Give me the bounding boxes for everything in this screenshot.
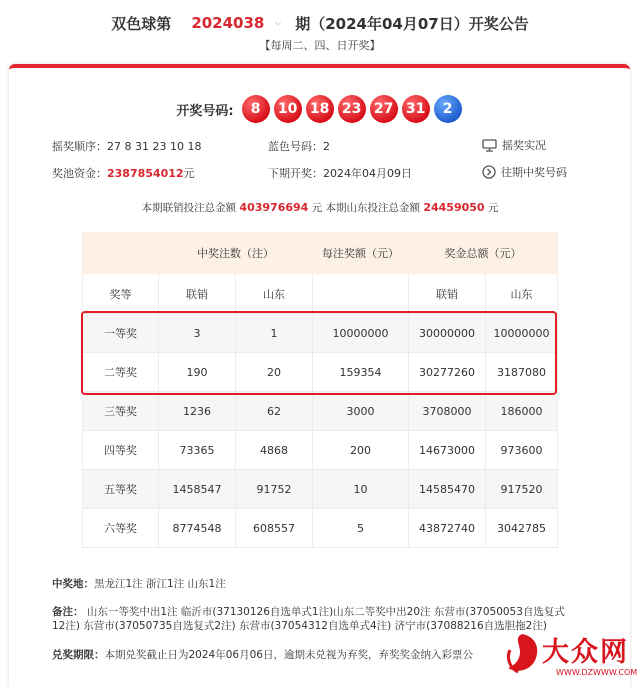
- draw-order-label: 摇奖顺序：: [52, 140, 107, 153]
- blue-number-value: 2: [323, 140, 330, 153]
- header-blank: [83, 233, 159, 274]
- video-link-label[interactable]: 摇奖实况: [502, 139, 546, 152]
- blue-number: [268, 138, 330, 154]
- game-name: 双色球第: [111, 14, 172, 33]
- shandong-count: 20: [236, 353, 313, 392]
- dazhong-watermark: [500, 630, 638, 682]
- per-prize: 5: [313, 509, 409, 548]
- shandong-total: 3187080: [486, 353, 558, 392]
- deadline-label: 兑奖期限：: [52, 649, 105, 661]
- table-row: [83, 509, 558, 548]
- prize-pool-value: 2387854012: [107, 167, 184, 180]
- draw-schedule: 【每周二、四、日开奖】: [259, 39, 381, 52]
- shandong-count: 608557: [236, 509, 313, 548]
- header-total: 奖金总额（元）: [409, 233, 558, 274]
- sales-summary: [0, 200, 640, 215]
- header-level: 奖等: [83, 274, 159, 314]
- summary-suffix: 元: [487, 202, 499, 214]
- table-row: [83, 392, 558, 431]
- remarks-label: 备注：: [52, 606, 84, 618]
- prize-level: 四等奖: [83, 431, 159, 470]
- prize-level: 五等奖: [83, 470, 159, 509]
- prize-pool: [52, 165, 195, 181]
- watermark-url: WWW.DZWWW.COM: [556, 668, 638, 677]
- prize-level: 六等奖: [83, 509, 159, 548]
- table-subheader-row: [83, 274, 558, 314]
- header-total-shandong: 山东: [486, 274, 558, 314]
- table-row: [83, 470, 558, 509]
- winners-value: 黑龙江1注 浙江1注 山东1注: [94, 578, 226, 590]
- lianxiao-total: 30277260: [409, 353, 486, 392]
- header-lianxiao: 联销: [159, 274, 236, 314]
- monitor-icon: [482, 139, 497, 152]
- blue-number-label: 蓝色号码：: [268, 140, 323, 153]
- red-ball: 27: [370, 95, 398, 123]
- shandong-total: 186000: [486, 392, 558, 431]
- issue-selector[interactable]: 2024038: [191, 14, 265, 32]
- shandong-total: 3042785: [486, 509, 558, 548]
- shandong-count: 1: [236, 314, 313, 353]
- lianxiao-total: 14585470: [409, 470, 486, 509]
- per-prize: 200: [313, 431, 409, 470]
- red-ball: 31: [402, 95, 430, 123]
- shandong-total: 10000000: [486, 314, 558, 353]
- next-draw-value: 2024年04月09日: [323, 167, 412, 180]
- lianxiao-total: 30000000: [409, 314, 486, 353]
- prize-level: 一等奖: [83, 314, 159, 353]
- history-link-label[interactable]: 往期中奖号码: [501, 166, 567, 179]
- red-ball: 10: [274, 95, 302, 123]
- dazhong-logo-icon: [500, 630, 544, 678]
- remarks: [52, 605, 612, 633]
- red-ball: 23: [338, 95, 366, 123]
- draw-order-value: 27 8 31 23 10 18: [107, 140, 202, 153]
- summary-prefix: 本期联销投注总金额: [141, 202, 237, 214]
- lianxiao-count: 3: [159, 314, 236, 353]
- deadline-value: 本期兑奖截止日为2024年06月06日，逾期未兑视为弃奖，弃奖奖金纳入彩票公: [104, 649, 473, 661]
- shandong-sales: 24459050: [423, 201, 485, 214]
- winning-numbers: [0, 92, 640, 126]
- per-prize: 159354: [313, 353, 409, 392]
- blue-ball: 2: [434, 95, 462, 123]
- winners-location: [52, 577, 226, 591]
- header-count: 中奖注数（注）: [159, 233, 313, 274]
- prize-level: 二等奖: [83, 353, 159, 392]
- prize-pool-label: 奖池资金：: [52, 167, 107, 180]
- per-prize: 10000000: [313, 314, 409, 353]
- shandong-count: 4868: [236, 431, 313, 470]
- next-draw-label: 下期开奖：: [268, 167, 323, 180]
- header-total-lianxiao: 联销: [409, 274, 486, 314]
- winners-label: 中奖地：: [52, 578, 94, 590]
- lianxiao-count: 73365: [159, 431, 236, 470]
- lianxiao-count: 190: [159, 353, 236, 392]
- shandong-total: 917520: [486, 470, 558, 509]
- remarks-line-1: 山东一等奖中出1注 临沂市(37130126自选单式1注)山东二等奖中出20注 东营市(37050053自选复式: [86, 606, 565, 618]
- red-ball: 8: [242, 95, 270, 123]
- header-per-blank: [313, 274, 409, 314]
- per-prize: 10: [313, 470, 409, 509]
- prize-pool-unit: 元: [183, 167, 195, 180]
- history-link[interactable]: [482, 164, 567, 180]
- redemption-deadline: [52, 648, 473, 662]
- lianxiao-total: 3708000: [409, 392, 486, 431]
- watermark-text: 大众网: [542, 637, 629, 668]
- lianxiao-total: 43872740: [409, 509, 486, 548]
- prize-level: 三等奖: [83, 392, 159, 431]
- arrow-circle-icon: [482, 165, 496, 179]
- shandong-total: 973600: [486, 431, 558, 470]
- total-sales: 403976694: [239, 201, 309, 214]
- per-prize: 3000: [313, 392, 409, 431]
- header-shandong: 山东: [236, 274, 313, 314]
- lianxiao-count: 1458547: [159, 470, 236, 509]
- header-per: 每注奖额（元）: [313, 233, 409, 274]
- table-row: [83, 431, 558, 470]
- shandong-count: 91752: [236, 470, 313, 509]
- draw-order: [52, 138, 201, 154]
- red-ball: 18: [306, 95, 334, 123]
- chevron-down-icon[interactable]: ⌵: [274, 18, 282, 28]
- lianxiao-total: 14673000: [409, 431, 486, 470]
- winning-numbers-label: 开奖号码:: [176, 103, 234, 119]
- next-draw: [268, 165, 412, 181]
- lianxiao-count: 1236: [159, 392, 236, 431]
- remarks-line-2: 12注) 东营市(37050735自选复式2注) 东营市(37054312自选单式4注) 济宁市(37088216自选胆拖2注): [52, 620, 547, 632]
- lianxiao-count: 8774548: [159, 509, 236, 548]
- page-title: [0, 8, 640, 38]
- table-header-row: [83, 233, 558, 274]
- summary-mid: 元 本期山东投注总金额: [311, 202, 420, 214]
- highlight-box: [81, 311, 557, 395]
- video-link[interactable]: [482, 137, 546, 153]
- title-suffix: 期（2024年04月07日）开奖公告: [295, 14, 529, 33]
- shandong-count: 62: [236, 392, 313, 431]
